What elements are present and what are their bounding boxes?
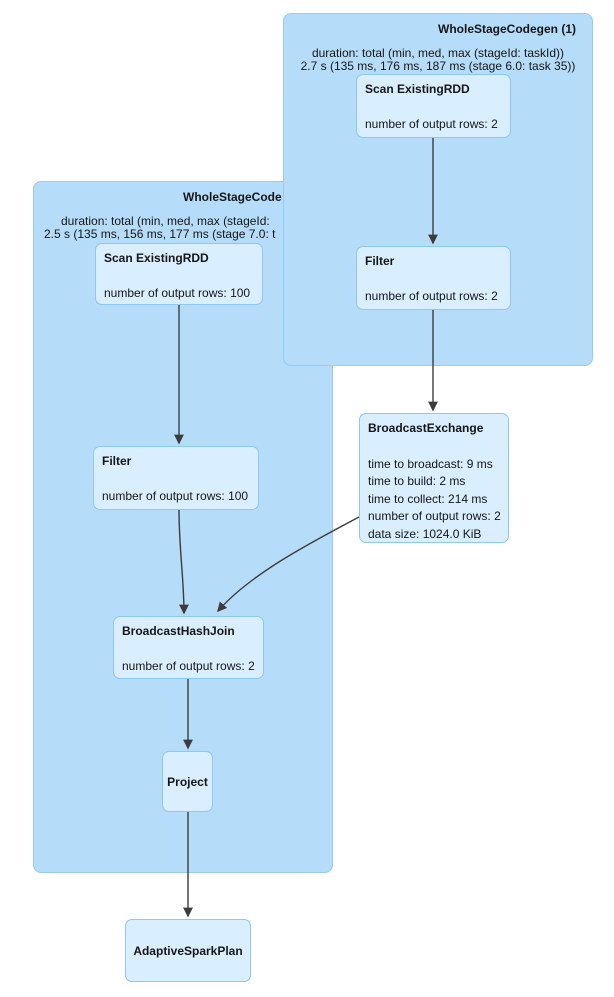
node-broadcast-hash-join[interactable] bbox=[113, 616, 264, 679]
node-metric: number of output rows: 2 bbox=[368, 509, 501, 524]
node-filter-right[interactable] bbox=[356, 246, 511, 310]
node-project[interactable] bbox=[162, 751, 213, 812]
cluster-wholestagecodegen-1 bbox=[283, 13, 593, 366]
cluster-duration-label: duration: total (min, med, max (stageId: bbox=[61, 214, 270, 228]
node-metric: time to broadcast: 9 ms bbox=[368, 457, 493, 471]
node-metric: number of output rows: 2 bbox=[365, 289, 498, 303]
cluster-title: WholeStageCode bbox=[183, 190, 282, 204]
node-title: Scan ExistingRDD bbox=[365, 82, 470, 96]
node-adaptive-spark-plan[interactable] bbox=[125, 919, 251, 982]
node-metric: number of output rows: 2 bbox=[365, 117, 498, 131]
cluster-title: WholeStageCodegen (1) bbox=[438, 22, 577, 36]
node-metric: time to collect: 214 ms bbox=[368, 491, 488, 506]
cluster-duration-label: duration: total (min, med, max (stageId: taskId)) bbox=[311, 46, 565, 60]
node-filter-left[interactable] bbox=[93, 446, 259, 510]
node-title: Filter bbox=[102, 454, 132, 468]
node-metric: time to build: 2 ms bbox=[368, 474, 466, 489]
node-broadcast-exchange[interactable] bbox=[359, 413, 509, 543]
cluster-duration-value: 2.5 s (135 ms, 156 ms, 177 ms (stage 7.0: t bbox=[44, 227, 276, 241]
node-title: BroadcastExchange bbox=[368, 421, 484, 435]
node-scan-existingrdd-left[interactable] bbox=[95, 243, 263, 305]
cluster-duration-value: 2.7 s (135 ms, 176 ms, 187 ms (stage 6.0: task 35)) bbox=[300, 59, 576, 73]
node-title: Scan ExistingRDD bbox=[104, 251, 209, 265]
node-metric: number of output rows: 100 bbox=[104, 286, 251, 300]
node-scan-existingrdd-right[interactable] bbox=[356, 74, 511, 138]
node-title: Project bbox=[167, 774, 208, 789]
node-title: AdaptiveSparkPlan bbox=[133, 943, 243, 958]
node-metric: data size: 1024.0 KiB bbox=[368, 526, 482, 541]
node-metric: number of output rows: 2 bbox=[122, 659, 255, 673]
node-title: Filter bbox=[365, 254, 395, 268]
node-title: BroadcastHashJoin bbox=[122, 624, 235, 638]
node-metric: number of output rows: 100 bbox=[102, 489, 249, 503]
